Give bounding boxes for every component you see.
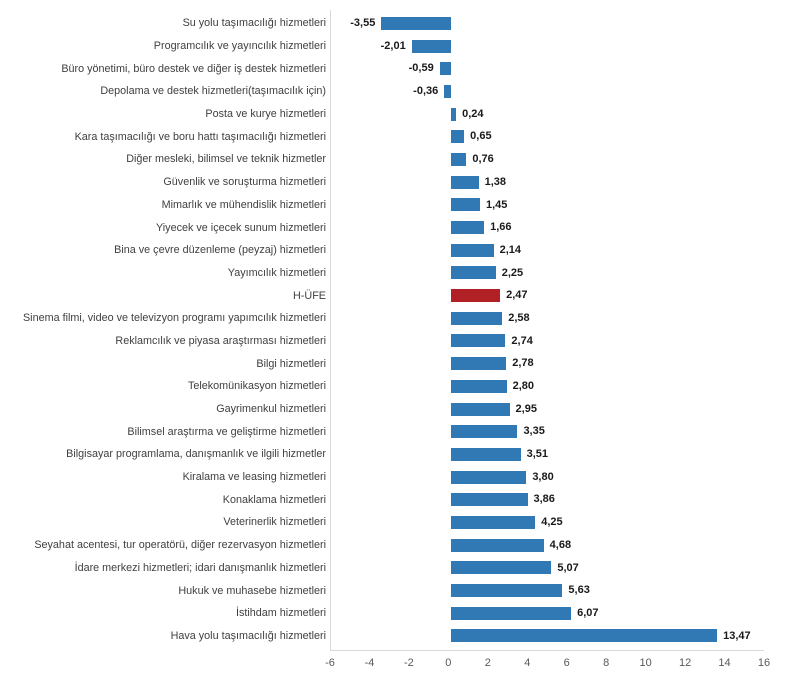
value-label: 3,35 — [523, 425, 545, 438]
category-label: Programcılık ve yayıncılık hizmetleri — [153, 40, 326, 53]
bar-area — [333, 12, 767, 35]
chart-row — [0, 194, 786, 217]
bar-area — [333, 194, 767, 217]
bar-area — [333, 443, 767, 466]
chart-row — [0, 330, 786, 353]
value-label: 5,07 — [557, 561, 579, 574]
bar-area — [333, 57, 767, 80]
chart-row — [0, 625, 786, 648]
value-label: 2,14 — [499, 243, 521, 256]
highlight-bar — [451, 289, 500, 302]
x-axis-tick-label: 10 — [639, 657, 652, 669]
category-label: Güvenlik ve soruşturma hizmetleri — [163, 176, 326, 189]
value-label: 1,66 — [490, 221, 512, 234]
bar-area — [333, 330, 767, 353]
bar-area — [333, 125, 767, 148]
chart-row — [0, 171, 786, 194]
bar-area — [333, 35, 767, 58]
bar-area — [333, 534, 767, 557]
x-axis-tick-label: 14 — [718, 657, 731, 669]
bar-area — [333, 420, 767, 443]
value-label: 3,51 — [526, 448, 549, 461]
category-label: Seyahat acentesi, tur operatörü, diğer rezervasyon hizmetleri — [34, 539, 326, 552]
bar-area — [333, 262, 767, 285]
chart-rows — [0, 12, 786, 647]
value-label: 4,68 — [549, 538, 572, 551]
chart-row — [0, 511, 786, 534]
chart-row — [0, 57, 786, 80]
chart-row — [0, 579, 786, 602]
chart-row — [0, 80, 786, 103]
chart-row — [0, 602, 786, 625]
value-label: 0,24 — [462, 107, 484, 120]
value-label: 2,80 — [512, 380, 535, 392]
bar-area — [333, 557, 767, 580]
value-label: 2,78 — [512, 357, 534, 370]
bar — [451, 266, 495, 279]
bar — [451, 403, 509, 416]
value-label: 0,76 — [472, 153, 494, 166]
chart-row — [0, 284, 786, 307]
category-label: Reklamcılık ve piyasa araştırması hizmetleri — [115, 334, 326, 347]
x-axis-tick-label: 0 — [445, 657, 452, 669]
chart-row — [0, 239, 786, 262]
value-label: 1,38 — [484, 175, 506, 188]
bar — [451, 493, 527, 506]
bar-area — [333, 466, 767, 489]
value-label: 2,25 — [501, 266, 524, 279]
bar — [451, 357, 506, 370]
category-label: Sinema filmi, video ve televizyon programı yapımcılık hizmetleri — [22, 312, 326, 325]
category-label: Posta ve kurye hizmetleri — [205, 108, 326, 121]
bar-area — [333, 171, 767, 194]
chart-row — [0, 125, 786, 148]
value-label: 2,58 — [508, 311, 530, 324]
value-label: 6,07 — [577, 606, 599, 619]
chart-row — [0, 420, 786, 443]
bar — [451, 334, 505, 347]
chart-row — [0, 148, 786, 171]
value-label: 0,65 — [470, 130, 492, 143]
category-label: Depolama ve destek hizmetleri(taşımacılık için) — [100, 85, 326, 98]
bar-area — [333, 511, 767, 534]
chart-row — [0, 488, 786, 511]
category-label: Yayımcılık hizmetleri — [227, 266, 326, 279]
value-label: 1,45 — [485, 198, 508, 211]
category-label: Mimarlık ve mühendislik hizmetleri — [161, 198, 326, 211]
chart-row — [0, 375, 786, 398]
bar-area — [333, 216, 767, 239]
chart-row — [0, 216, 786, 239]
bar — [451, 425, 517, 438]
bar — [451, 561, 551, 574]
category-label: Bilimsel araştırma ve geliştirme hizmetleri — [127, 425, 326, 438]
bar — [451, 539, 543, 552]
chart-row — [0, 557, 786, 580]
chart-row — [0, 398, 786, 421]
value-label: 3,86 — [533, 493, 555, 506]
chart-row — [0, 466, 786, 489]
chart-row — [0, 262, 786, 285]
bar — [451, 244, 493, 257]
category-label: Hava yolu taşımacılığı hizmetleri — [170, 629, 326, 642]
chart-row — [0, 35, 786, 58]
bar — [451, 130, 464, 143]
bar-area — [333, 375, 767, 398]
value-label: 4,25 — [541, 516, 563, 529]
chart-row — [0, 443, 786, 466]
bar — [451, 312, 502, 325]
category-label: Telekomünikasyon hizmetleri — [187, 380, 326, 393]
category-label: Konaklama hizmetleri — [222, 493, 326, 506]
chart-row — [0, 534, 786, 557]
bar — [451, 584, 562, 597]
category-label: Büro yönetimi, büro destek ve diğer iş destek hizmetleri — [61, 62, 326, 75]
category-label: Hukuk ve muhasebe hizmetleri — [178, 584, 326, 597]
bar — [451, 153, 466, 166]
category-label: H-ÜFE — [293, 289, 326, 302]
bar — [451, 176, 478, 189]
bar — [451, 448, 520, 461]
x-axis-line — [330, 650, 764, 651]
category-label: Bina ve çevre düzenleme (peyzaj) hizmetleri — [114, 244, 326, 257]
category-label: İdare merkezi hizmetleri; idari danışmanlık hizmetleri — [74, 561, 326, 574]
x-axis-tick-label: 12 — [678, 657, 692, 669]
category-label: Diğer mesleki, bilimsel ve teknik hizmetler — [126, 153, 326, 166]
x-axis-tick-label: 2 — [484, 657, 491, 669]
x-axis-tick-label: 16 — [757, 657, 771, 669]
value-label: -0,59 — [408, 62, 434, 75]
category-label: Gayrimenkul hizmetleri — [216, 403, 326, 416]
chart-row — [0, 103, 786, 126]
category-label: Kiralama ve leasing hizmetleri — [182, 471, 326, 484]
category-label: Veterinerlik hizmetleri — [223, 516, 326, 529]
chart-row — [0, 352, 786, 375]
bar — [381, 17, 451, 30]
bar-area — [333, 307, 767, 330]
x-axis-tick-label: 8 — [603, 657, 610, 669]
value-label: 2,47 — [506, 289, 528, 302]
bar — [451, 221, 484, 234]
bar-area — [333, 602, 767, 625]
value-label: 13,47 — [723, 629, 751, 642]
value-label: -3,55 — [350, 17, 376, 29]
value-label: 2,95 — [515, 402, 537, 415]
category-label: Yiyecek ve içecek sunum hizmetleri — [155, 221, 326, 234]
value-label: 5,63 — [568, 584, 590, 597]
category-label: Kara taşımacılığı ve boru hattı taşımacılığı hizmetleri — [74, 130, 326, 143]
x-axis-tick-label: -6 — [325, 657, 335, 669]
bar-area — [333, 488, 767, 511]
bar-area — [333, 352, 767, 375]
bar — [451, 471, 526, 484]
bar-area — [333, 103, 767, 126]
bar — [451, 108, 456, 121]
x-axis-tick-label: 4 — [524, 657, 531, 669]
value-label: -0,36 — [413, 85, 439, 98]
category-label: Bilgisayar programlama, danışmanlık ve ilgili hizmetler — [66, 448, 326, 461]
bar — [451, 516, 535, 529]
bar — [451, 629, 717, 642]
bar-area — [333, 625, 767, 648]
chart-row — [0, 12, 786, 35]
bar-area — [333, 579, 767, 602]
bar — [440, 62, 452, 75]
bar — [451, 607, 571, 620]
category-label: Su yolu taşımacılığı hizmetleri — [182, 17, 326, 30]
bar-area — [333, 80, 767, 103]
category-label: İstihdam hizmetleri — [235, 607, 326, 620]
bar — [412, 40, 452, 53]
bar-area — [333, 284, 767, 307]
x-axis-tick-label: 6 — [563, 657, 570, 669]
bar-area — [333, 148, 767, 171]
bar — [451, 198, 480, 211]
bar-area — [333, 239, 767, 262]
bar — [451, 380, 506, 393]
value-label: 2,74 — [511, 334, 533, 347]
category-label: Bilgi hizmetleri — [256, 357, 326, 370]
value-label: 3,80 — [532, 470, 554, 483]
value-label: -2,01 — [380, 39, 406, 52]
x-axis-tick-label: -4 — [364, 657, 375, 669]
chart-row — [0, 307, 786, 330]
x-axis-tick-label: -2 — [404, 657, 414, 669]
bar-area — [333, 398, 767, 421]
bar — [444, 85, 451, 98]
